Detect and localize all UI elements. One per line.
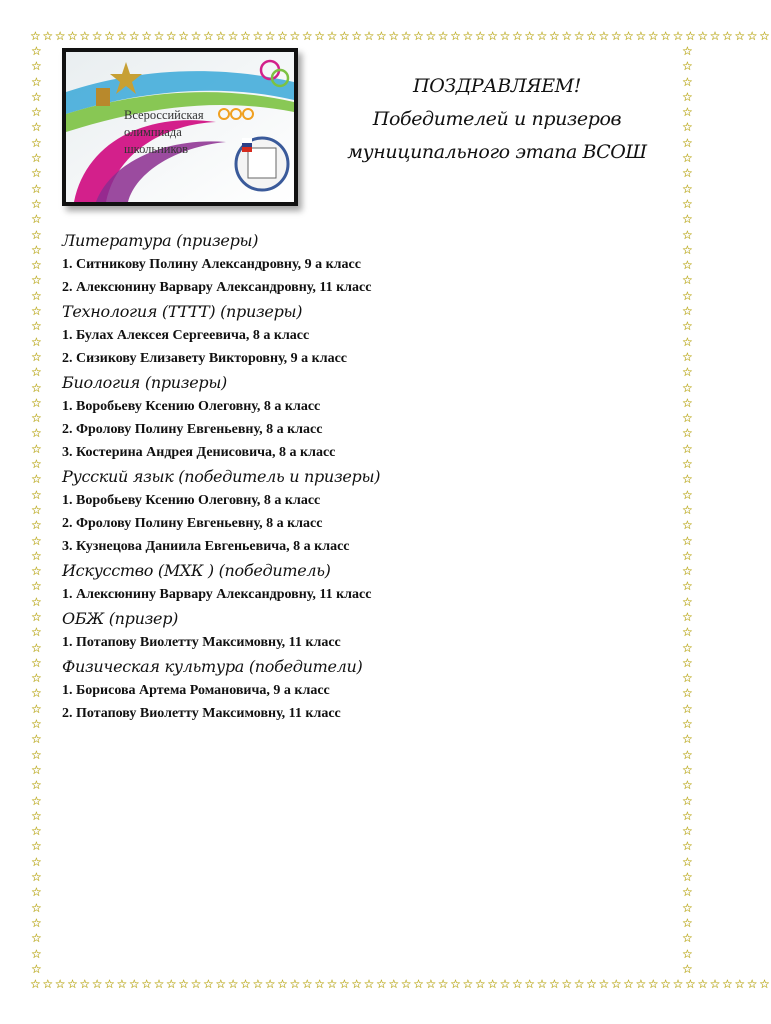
winner-entry: 2. Фролову Полину Евгеньевну, 8 а класс — [62, 516, 323, 531]
congratulation-heading — [322, 70, 672, 169]
winner-entry: 3. Кузнецова Даниила Евгеньевича, 8 а класс — [62, 539, 350, 554]
logo-line: олимпиада — [124, 125, 182, 139]
winner-entry: 1. Алексюнину Варвару Александровну, 11 класс — [62, 587, 372, 602]
winner-entry: 1. Ситникову Полину Александровну, 9 а класс — [62, 257, 361, 272]
winner-entry: 2. Потапову Виолетту Максимовну, 11 класс — [62, 706, 341, 721]
subject-title: Физическая культура (победители) — [62, 657, 363, 676]
winner-entry: 1. Потапову Виолетту Максимовну, 11 класс — [62, 635, 341, 650]
winner-entry: 1. Воробьеву Ксению Олеговну, 8 а класс — [62, 493, 321, 508]
heading-line: Победителей и призеров — [372, 108, 622, 130]
logo-caption — [124, 107, 264, 158]
logo-line: школьников — [124, 142, 189, 156]
winner-entry: 1. Воробьеву Ксению Олеговну, 8 а класс — [62, 399, 321, 414]
star-border-right: ☆☆☆☆☆☆☆☆☆☆☆☆☆☆☆☆☆☆☆☆☆☆☆☆☆☆☆☆☆☆☆☆☆☆☆☆☆☆☆☆☆☆☆☆☆☆☆☆☆☆☆☆☆☆☆☆☆☆☆☆☆ — [682, 44, 693, 976]
heading-line: муниципального этапа ВСОШ — [347, 141, 647, 163]
heading-line: ПОЗДРАВЛЯЕМ! — [413, 75, 581, 97]
olympiad-logo — [62, 48, 298, 206]
star-border-left: ☆☆☆☆☆☆☆☆☆☆☆☆☆☆☆☆☆☆☆☆☆☆☆☆☆☆☆☆☆☆☆☆☆☆☆☆☆☆☆☆☆☆☆☆☆☆☆☆☆☆☆☆☆☆☆☆☆☆☆☆☆ — [31, 44, 42, 976]
star-border-top: ☆☆☆☆☆☆☆☆☆☆☆☆☆☆☆☆☆☆☆☆☆☆☆☆☆☆☆☆☆☆☆☆☆☆☆☆☆☆☆☆☆☆☆☆☆☆☆☆☆☆☆☆☆☆☆☆☆☆☆☆ — [30, 29, 771, 43]
subject-title: Литература (призеры) — [62, 231, 259, 250]
subject-title: Русский язык (победитель и призеры) — [62, 467, 381, 486]
logo-line: Всероссийская — [124, 108, 204, 122]
winner-entry: 1. Булах Алексея Сергеевича, 8 а класс — [62, 328, 310, 343]
winner-entry: 2. Алексюнину Варвару Александровну, 11 класс — [62, 280, 372, 295]
winner-entry: 2. Сизикову Елизавету Викторовну, 9 а класс — [62, 351, 348, 366]
winner-entry: 1. Борисова Артема Романовича, 9 а класс — [62, 683, 330, 698]
subject-title: ОБЖ (призер) — [62, 609, 179, 628]
winner-entry: 3. Костерина Андрея Денисовича, 8 а класс — [62, 445, 336, 460]
winner-entry: 2. Фролову Полину Евгеньевну, 8 а класс — [62, 422, 323, 437]
results-list — [62, 228, 672, 725]
subject-title: Биология (призеры) — [62, 373, 227, 392]
subject-title: Искусство (МХК ) (победитель) — [62, 561, 331, 580]
subject-title: Технология (ТТТТ) (призеры) — [62, 302, 303, 321]
star-border-bottom: ☆☆☆☆☆☆☆☆☆☆☆☆☆☆☆☆☆☆☆☆☆☆☆☆☆☆☆☆☆☆☆☆☆☆☆☆☆☆☆☆☆☆☆☆☆☆☆☆☆☆☆☆☆☆☆☆☆☆☆☆ — [30, 977, 771, 991]
